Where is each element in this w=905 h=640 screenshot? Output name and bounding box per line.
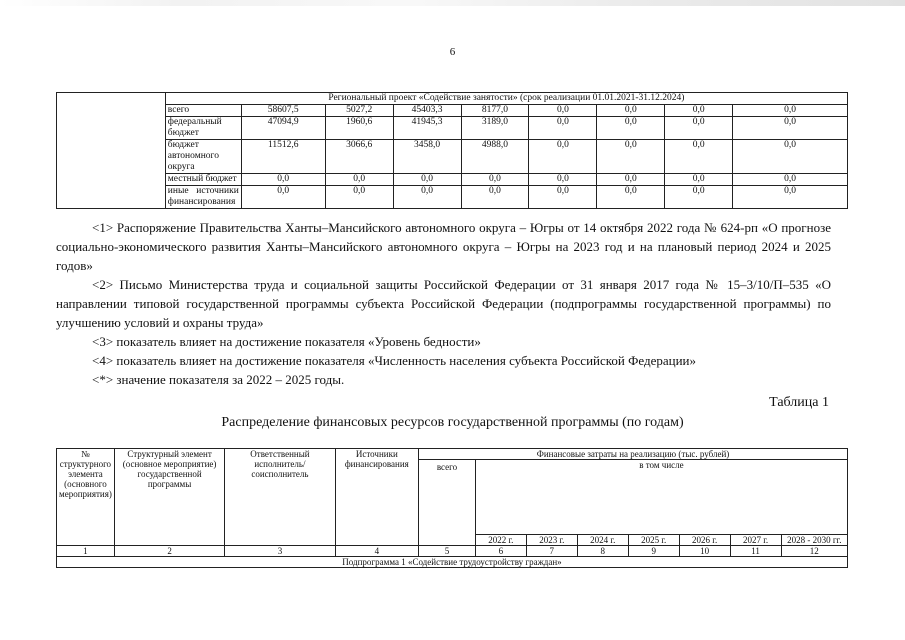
value-cell: 0,0 [393, 174, 461, 186]
value-cell: 0,0 [597, 186, 665, 209]
value-cell: 0,0 [733, 105, 848, 117]
value-cell: 0,0 [733, 140, 848, 174]
value-cell: 4988,0 [461, 140, 529, 174]
header-year: 2027 г. [730, 535, 781, 546]
finance-table [56, 448, 848, 568]
value-cell: 47094,9 [241, 117, 325, 140]
regional-project-caption: Региональный проект «Содействие занятости» (срок реализации 01.01.2021-31.12.2024) [165, 93, 847, 105]
value-cell: 0,0 [325, 186, 393, 209]
value-cell: 0,0 [529, 140, 597, 174]
value-cell: 1960,6 [325, 117, 393, 140]
value-cell: 0,0 [597, 105, 665, 117]
value-cell: 0,0 [529, 105, 597, 117]
value-cell: 3458,0 [393, 140, 461, 174]
footnote-2: <2> Письмо Министерства труда и социальной защиты Российской Федерации от 31 января 2017 года № 15–3/10/П–535 «О направлении типовой государственной программы субъекта Российской Федерации (подпрограммы государственной программы) по улучшению условий и охраны труда» [56, 277, 831, 330]
value-cell: 0,0 [325, 174, 393, 186]
footnote-3: <3> показатель влияет на достижение показателя «Уровень бедности» [92, 334, 481, 349]
column-number: 11 [730, 546, 781, 557]
column-number: 6 [475, 546, 526, 557]
table-label: Таблица 1 [769, 395, 829, 410]
column-number: 4 [335, 546, 418, 557]
value-cell: 0,0 [241, 174, 325, 186]
scan-edge [0, 0, 905, 6]
value-cell: 3189,0 [461, 117, 529, 140]
column-number: 1 [57, 546, 115, 557]
row-label: федеральный бюджет [165, 117, 241, 140]
value-cell: 0,0 [665, 140, 733, 174]
value-cell: 41945,3 [393, 117, 461, 140]
page-number: 6 [449, 46, 456, 58]
table-row [57, 174, 848, 186]
value-cell: 0,0 [733, 174, 848, 186]
header-including: в том числе [475, 460, 847, 535]
value-cell: 0,0 [733, 117, 848, 140]
value-cell: 0,0 [597, 117, 665, 140]
row-label: бюджет автономного округа [165, 140, 241, 174]
table-row [57, 557, 848, 568]
value-cell: 0,0 [665, 105, 733, 117]
value-cell: 11512,6 [241, 140, 325, 174]
table-row [57, 140, 848, 174]
header-year: 2026 г. [679, 535, 730, 546]
header-total: всего [419, 460, 476, 546]
footnotes [56, 218, 831, 389]
value-cell: 0,0 [241, 186, 325, 209]
footnote-1: <1> Распоряжение Правительства Ханты–Мансийского автономного округа – Югры от 14 октября 2022 года № 624-рп «О прогнозе социально-экономического развития Ханты–Мансийского автономного округа – Югры на 2023 год и на плановый период 2024 и 2025 годов» [56, 220, 831, 273]
column-number: 8 [577, 546, 628, 557]
header-element: Структурный элемент (основное мероприятие) государственной программы [114, 449, 224, 546]
row-label: иные источники финансирования [165, 186, 241, 209]
table-row [57, 449, 848, 460]
header-year: 2022 г. [475, 535, 526, 546]
header-sources: Источники финансирования [335, 449, 418, 546]
row-label: всего [165, 105, 241, 117]
value-cell: 0,0 [597, 140, 665, 174]
header-year: 2028 - 2030 гг. [781, 535, 847, 546]
table-row [57, 93, 848, 105]
value-cell: 0,0 [461, 186, 529, 209]
value-cell: 5027,2 [325, 105, 393, 117]
subprogram-row: Подпрограмма 1 «Содействие трудоустройству граждан» [57, 557, 848, 568]
column-number: 7 [526, 546, 577, 557]
column-number: 3 [225, 546, 335, 557]
header-num: № структурного элемента (основного мероприятия) [57, 449, 115, 546]
table-row [57, 105, 848, 117]
value-cell: 0,0 [597, 174, 665, 186]
column-number: 2 [114, 546, 224, 557]
value-cell: 0,0 [665, 117, 733, 140]
header-year: 2023 г. [526, 535, 577, 546]
value-cell: 0,0 [665, 174, 733, 186]
footnote-4: <4> показатель влияет на достижение показателя «Численность населения субъекта Российской Федерации» [92, 353, 697, 368]
value-cell: 0,0 [529, 117, 597, 140]
column-number: 12 [781, 546, 847, 557]
table-row [57, 186, 848, 209]
value-cell: 0,0 [529, 186, 597, 209]
column-number: 9 [628, 546, 679, 557]
value-cell: 0,0 [733, 186, 848, 209]
column-number: 10 [679, 546, 730, 557]
table-title: Распределение финансовых ресурсов государственной программы (по годам) [221, 415, 684, 430]
value-cell: 0,0 [665, 186, 733, 209]
column-number-row [57, 546, 848, 557]
regional-project-table [56, 92, 848, 209]
value-cell: 58607,5 [241, 105, 325, 117]
value-cell: 45403,3 [393, 105, 461, 117]
column-number: 5 [419, 546, 476, 557]
row-label: местный бюджет [165, 174, 241, 186]
value-cell: 0,0 [461, 174, 529, 186]
header-year: 2024 г. [577, 535, 628, 546]
header-responsible: Ответственный исполнитель/ соисполнитель [225, 449, 335, 546]
header-costs: Финансовые затраты на реализацию (тыс. рублей) [419, 449, 848, 460]
header-year: 2025 г. [628, 535, 679, 546]
value-cell: 0,0 [393, 186, 461, 209]
value-cell: 8177,0 [461, 105, 529, 117]
value-cell: 3066,6 [325, 140, 393, 174]
footnote-5: <*> значение показателя за 2022 – 2025 годы. [92, 372, 345, 387]
table-row [57, 117, 848, 140]
value-cell: 0,0 [529, 174, 597, 186]
